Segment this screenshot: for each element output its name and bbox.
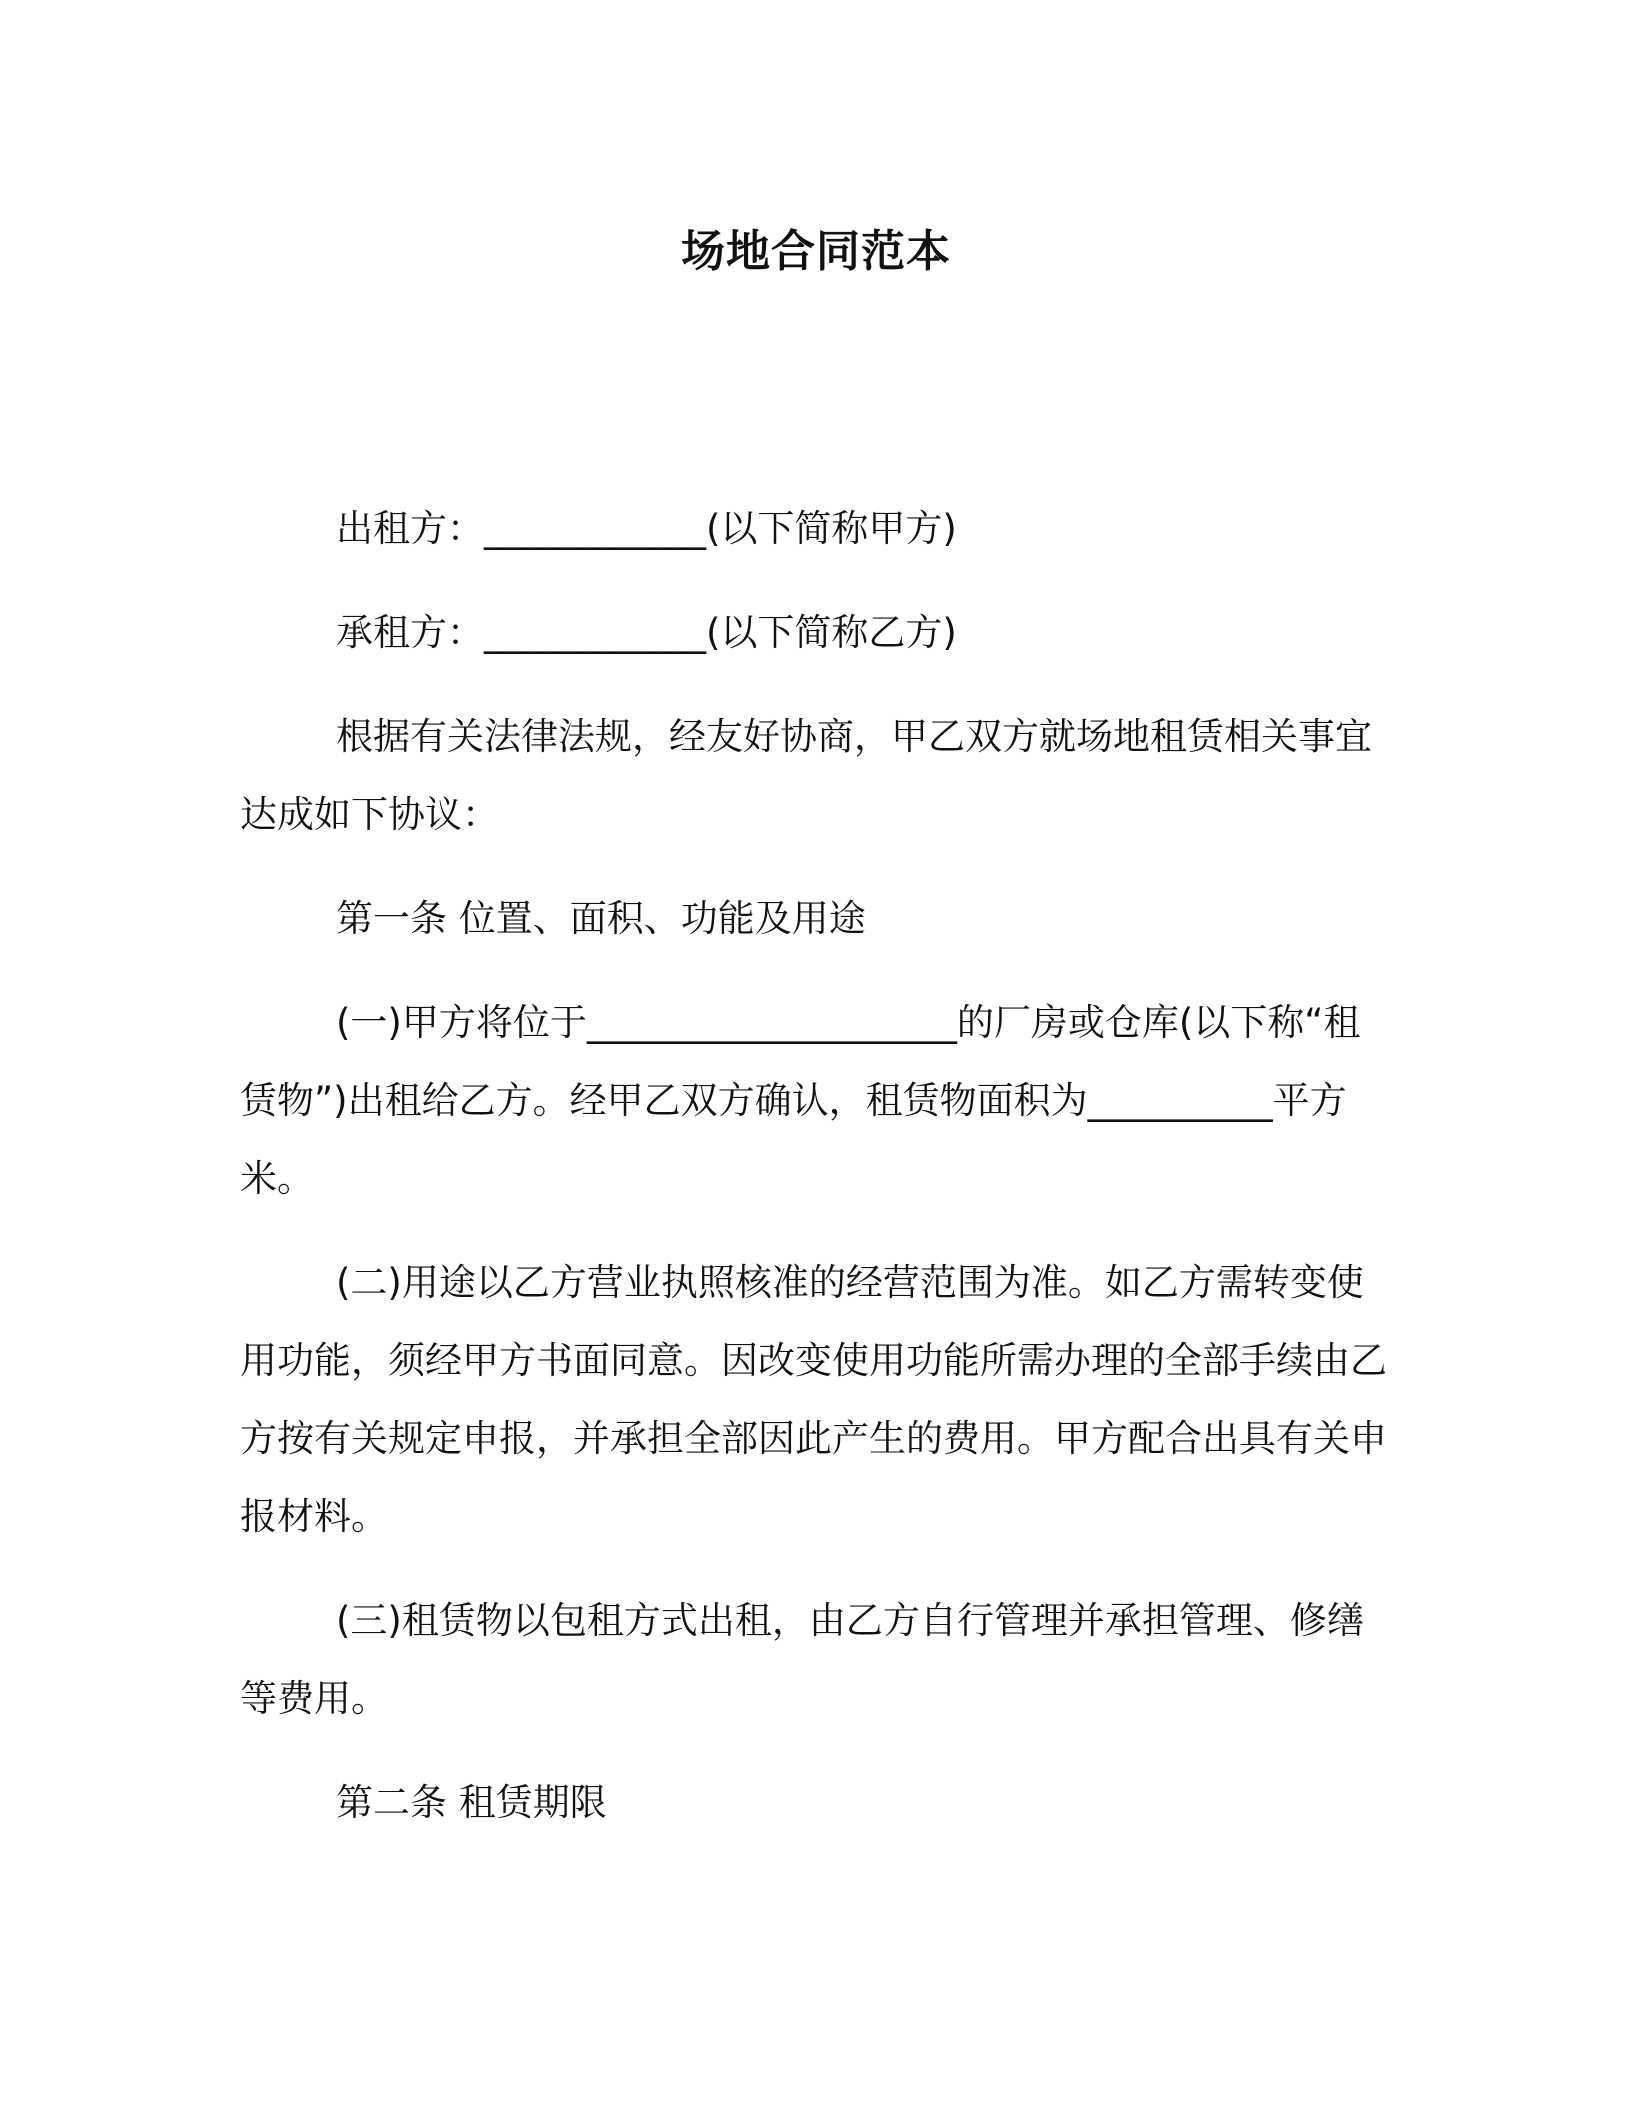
article-1-heading: 第一条 位置、面积、功能及用途 [336, 897, 866, 940]
article-2-heading: 第二条 租赁期限 [336, 1781, 607, 1824]
document-body [240, 490, 1390, 1868]
preamble-paragraph: 根据有关法律法规，经友好协商，甲乙双方就场地租赁相关事宜达成如下协议： [240, 715, 1372, 836]
article-1-clause-1: (一)甲方将位于____________________的厂房或仓库(以下称“租赁物”)出租给乙方。经甲乙双方确认，租赁物面积为__________平方米。 [240, 1001, 1361, 1200]
lessor-line: 出租方：____________(以下简称甲方) [336, 507, 957, 550]
article-1-clause-3: (三)租赁物以包租方式出租，由乙方自行管理并承担管理、修缮等费用。 [240, 1599, 1364, 1720]
lessee-line: 承租方：____________(以下简称乙方) [336, 611, 957, 654]
article-1-clause-2: (二)用途以乙方营业执照核准的经营范围为准。如乙方需转变使用功能，须经甲方书面同意。因改变使用功能所需办理的全部手续由乙方按有关规定申报，并承担全部因此产生的费用。甲方配合出具有关申报材料。 [240, 1261, 1387, 1538]
document-title: 场地合同范本 [681, 226, 951, 277]
